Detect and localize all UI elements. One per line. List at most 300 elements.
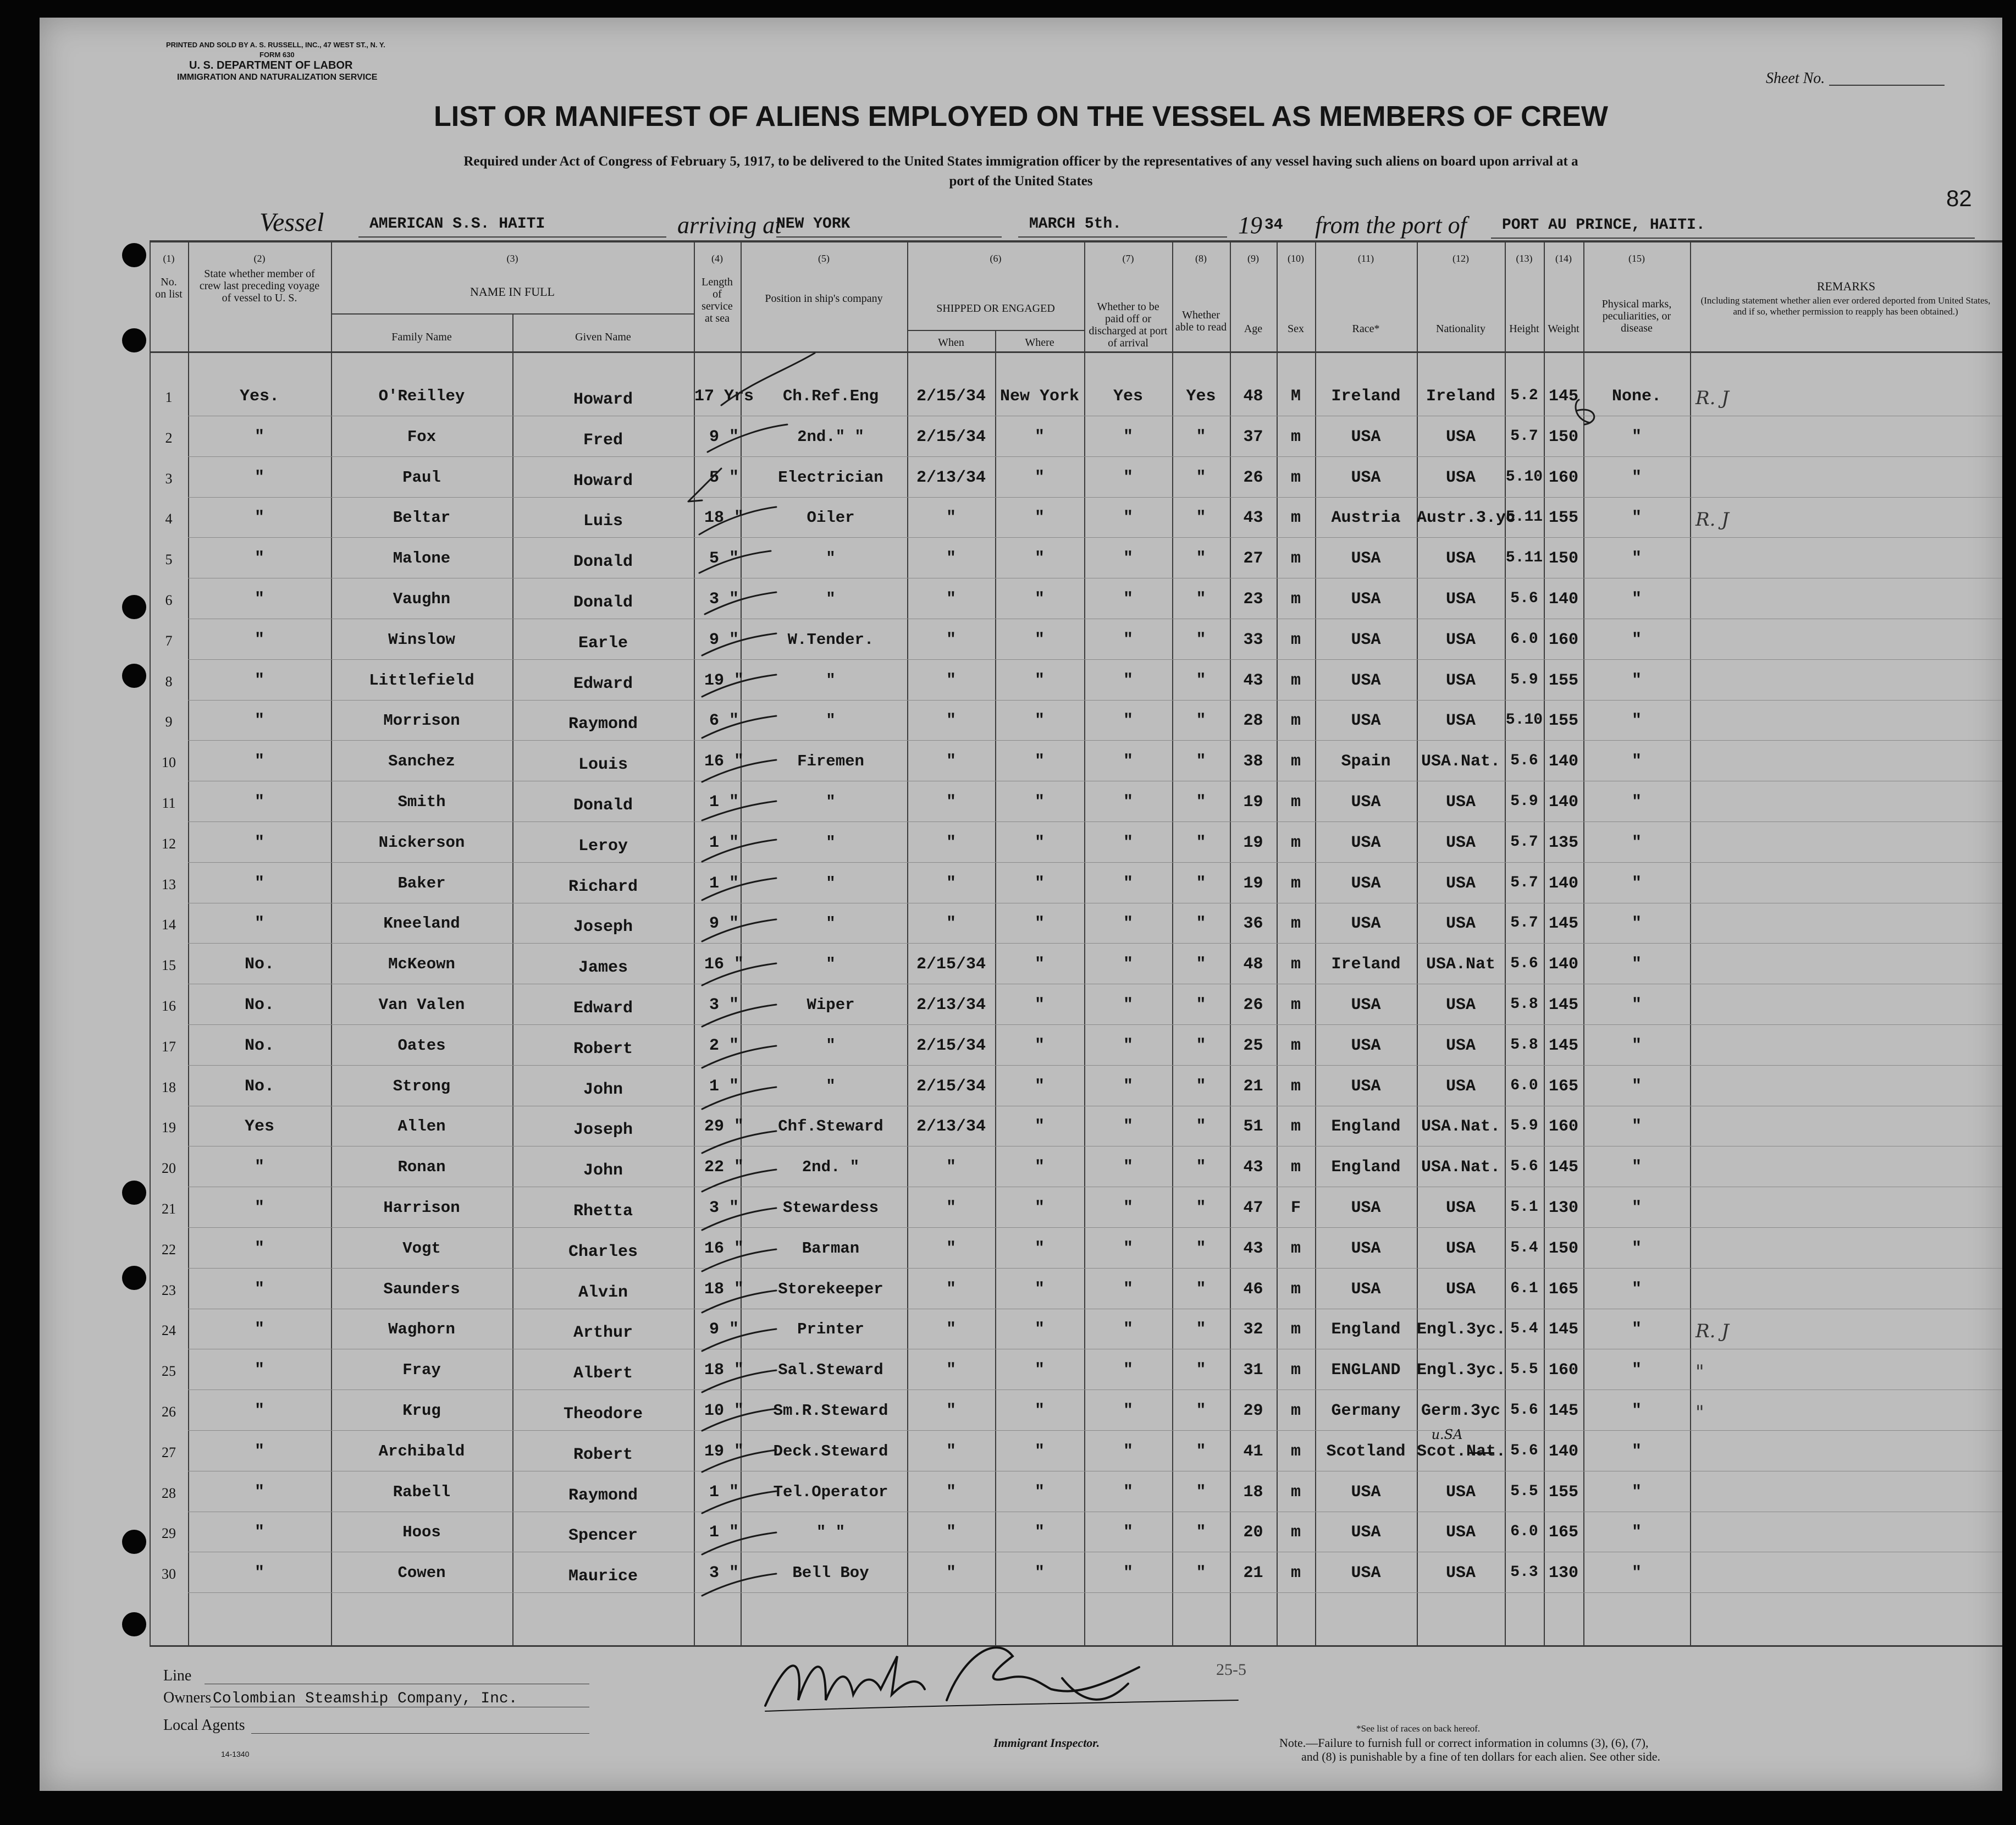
cell-weight: 140 <box>1548 590 1578 609</box>
cell-paid: " <box>1123 590 1133 609</box>
cell-when: 2/15/34 <box>916 1077 986 1096</box>
cell-weight: 145 <box>1548 1320 1578 1339</box>
cell-age: 43 <box>1243 1158 1263 1177</box>
cell-service: 3 " <box>709 996 739 1014</box>
cell-family: Vaughn <box>393 590 451 608</box>
cell-when: " <box>946 1199 956 1217</box>
cell-sex: m <box>1290 996 1301 1014</box>
cell-marks: " <box>1631 793 1642 812</box>
cell-prev: " <box>254 1361 264 1380</box>
cell-weight: 150 <box>1548 427 1578 446</box>
cell-race: Ireland <box>1331 955 1401 974</box>
cell-given: Joseph <box>573 918 633 937</box>
cell-paid: " <box>1123 509 1133 528</box>
cell-paid: " <box>1123 833 1133 852</box>
cell-nationality: USA <box>1445 427 1476 446</box>
cell-remark: R. J <box>1695 1320 1729 1343</box>
cell-paid: " <box>1123 1077 1133 1096</box>
col11-number: (11) <box>1357 253 1374 264</box>
cell-race: Germany <box>1331 1402 1401 1420</box>
cell-when: " <box>946 509 956 528</box>
cell-age: 43 <box>1243 1239 1263 1258</box>
cell-paid: " <box>1123 914 1133 934</box>
cell-where: " <box>1034 590 1045 609</box>
cell-given: Donald <box>573 593 633 612</box>
cell-race: USA <box>1351 590 1381 609</box>
cell-weight: 155 <box>1548 1482 1578 1502</box>
cell-family: Strong <box>393 1077 451 1095</box>
cell-when: " <box>946 549 956 569</box>
page-number: 82 <box>1946 185 1972 211</box>
cell-age: 38 <box>1243 752 1263 771</box>
cell-prev: " <box>254 1564 264 1583</box>
cell-when: " <box>946 1361 956 1380</box>
cell-sex: m <box>1290 1442 1301 1461</box>
cell-where: " <box>1034 833 1045 852</box>
cell-marks: " <box>1631 874 1642 893</box>
cell-where: " <box>1034 509 1045 528</box>
cell-age: 46 <box>1243 1280 1263 1299</box>
cell-paid: " <box>1123 1361 1133 1380</box>
departure-port: PORT AU PRINCE, HAITI. <box>1502 217 1705 234</box>
cell-family: McKeown <box>388 955 455 974</box>
cell-paid: Yes <box>1113 387 1143 406</box>
cell-weight: 155 <box>1548 671 1578 690</box>
col8-number: (8) <box>1195 253 1207 264</box>
cell-marks: " <box>1631 914 1642 934</box>
cell-paid: " <box>1123 1117 1133 1137</box>
cell-position: Stewardess <box>782 1199 879 1217</box>
cell-family: Krug <box>402 1402 441 1420</box>
cell-sex: m <box>1290 874 1301 893</box>
cell-sex: m <box>1290 1361 1301 1380</box>
cell-family: Rabell <box>393 1482 451 1501</box>
form-number: FORM 630 <box>259 51 295 59</box>
cell-weight: 145 <box>1548 387 1578 406</box>
cell-where: " <box>1034 793 1045 812</box>
cell-position: Deck.Steward <box>773 1442 888 1460</box>
col6-header: SHIPPED OR ENGAGED <box>936 302 1055 315</box>
cell-read: " <box>1196 833 1206 852</box>
col9-header: Age <box>1244 323 1263 335</box>
cell-height: 6.0 <box>1510 630 1538 648</box>
family-name-header: Family Name <box>391 331 452 343</box>
cell-sex: m <box>1290 793 1301 812</box>
cell-race: USA <box>1351 1036 1381 1055</box>
cell-read: " <box>1196 752 1206 771</box>
cell-given: James <box>578 958 628 978</box>
cell-where: " <box>1034 914 1045 934</box>
cell-position: 2nd. " <box>802 1158 860 1177</box>
cell-weight: 150 <box>1548 549 1578 569</box>
cell-height: 5.6 <box>1510 752 1538 770</box>
cell-when: 2/13/34 <box>916 1117 986 1137</box>
cell-prev: " <box>254 793 264 812</box>
cell-race: USA <box>1351 1077 1381 1096</box>
cell-paid: " <box>1123 549 1133 569</box>
cell-sex: m <box>1290 590 1301 609</box>
cell-position: Printer <box>797 1320 864 1339</box>
cell-weight: 145 <box>1548 1158 1578 1177</box>
cell-race: USA <box>1351 671 1381 690</box>
cell-position: Oiler <box>807 509 855 527</box>
cell-where: " <box>1034 1442 1045 1461</box>
cell-sex: m <box>1290 1564 1301 1583</box>
cell-given: Donald <box>573 553 633 572</box>
col5-header: Position in ship's company <box>765 293 883 305</box>
cell-race: USA <box>1351 427 1381 446</box>
cell-race: USA <box>1351 1482 1381 1502</box>
cell-sex: m <box>1290 1280 1301 1299</box>
cell-read: " <box>1196 671 1206 690</box>
cell-race: USA <box>1351 793 1381 812</box>
cell-marks: " <box>1631 1036 1642 1055</box>
cell-family: Saunders <box>383 1280 460 1298</box>
cell-sex: m <box>1290 671 1301 690</box>
cell-race: Spain <box>1341 752 1391 771</box>
cell-position: " <box>826 833 836 852</box>
cell-height: 5.1 <box>1510 1199 1538 1216</box>
cell-height: 5.9 <box>1510 1117 1538 1135</box>
cell-given: Edward <box>573 999 633 1018</box>
cell-position: 2nd." " <box>797 427 864 446</box>
cell-family: Sanchez <box>388 752 455 771</box>
cell-where: " <box>1034 1117 1045 1137</box>
owners-label: Owners <box>163 1689 212 1706</box>
cell-position: " <box>826 1036 836 1055</box>
cell-weight: 160 <box>1548 1117 1578 1137</box>
cell-height: 5.6 <box>1510 1158 1538 1176</box>
cell-remark: " <box>1695 1402 1704 1424</box>
cell-position: Firemen <box>797 752 864 771</box>
cell-sex: m <box>1290 955 1301 974</box>
when-header: When <box>938 337 964 349</box>
cell-paid: " <box>1123 996 1133 1014</box>
cell-marks: " <box>1631 509 1642 528</box>
cell-given: Howard <box>573 471 633 490</box>
col1-header: No. on list <box>155 276 183 300</box>
cell-service: 6 " <box>709 712 739 731</box>
cell-service: 3 " <box>709 1199 739 1217</box>
cell-read: " <box>1196 1280 1206 1299</box>
cell-sex: m <box>1290 1036 1301 1055</box>
where-header: Where <box>1025 337 1054 349</box>
cell-where: " <box>1034 1482 1045 1502</box>
cell-read: " <box>1196 914 1206 934</box>
cell-read: " <box>1196 1320 1206 1339</box>
cell-prev: " <box>254 590 264 609</box>
cell-where: " <box>1034 1158 1045 1177</box>
cell-read: " <box>1196 427 1206 446</box>
cell-given: John <box>583 1080 623 1099</box>
cell-when: 2/15/34 <box>916 427 986 446</box>
col2-header: State whether member of crew last preceding voyage of vessel to U. S. <box>199 268 320 304</box>
col2-number: (2) <box>253 253 266 264</box>
cell-position: W.Tender. <box>787 630 874 649</box>
col12-number: (12) <box>1452 253 1469 264</box>
cell-marks: None. <box>1611 387 1661 406</box>
cell-height: 5.8 <box>1510 1036 1538 1054</box>
cell-given: Donald <box>573 796 633 815</box>
cell-marks: " <box>1631 1117 1642 1137</box>
cell-position: Bell Boy <box>792 1564 869 1583</box>
cell-height: 5.8 <box>1510 996 1538 1013</box>
cell-marks: " <box>1631 1361 1642 1380</box>
col7-number: (7) <box>1122 253 1134 264</box>
cell-nationality: USA <box>1445 1077 1476 1096</box>
cell-prev: No. <box>244 996 274 1014</box>
cell-age: 29 <box>1243 1402 1263 1420</box>
cell-paid: " <box>1123 955 1133 974</box>
cell-family: Kneeland <box>383 914 460 933</box>
cell-weight: 140 <box>1548 752 1578 771</box>
cell-marks: " <box>1631 1158 1642 1177</box>
cell-paid: " <box>1123 874 1133 893</box>
cell-where: " <box>1034 549 1045 569</box>
cell-prev: " <box>254 1442 264 1461</box>
col3-number: (3) <box>506 253 518 264</box>
cell-family: Fox <box>407 427 437 446</box>
cell-age: 47 <box>1243 1199 1263 1217</box>
cell-age: 25 <box>1243 1036 1263 1055</box>
cell-service: 29 " <box>704 1117 744 1137</box>
row-number: 23 <box>162 1282 176 1298</box>
cell-when: " <box>946 1280 956 1299</box>
cell-family: Oates <box>397 1036 446 1055</box>
cell-height: 5.9 <box>1510 671 1538 688</box>
row-number: 2 <box>165 429 173 446</box>
cell-marks: " <box>1631 427 1642 446</box>
cell-where: " <box>1034 1077 1045 1096</box>
cell-position: " " <box>816 1523 846 1542</box>
row-number: 28 <box>162 1485 176 1501</box>
cell-service: 1 " <box>709 833 739 852</box>
cell-marks: " <box>1631 1523 1642 1542</box>
cell-weight: 165 <box>1548 1077 1578 1096</box>
cell-given: Alvin <box>578 1283 628 1302</box>
cell-nationality: USA <box>1445 712 1476 731</box>
cell-read: " <box>1196 874 1206 893</box>
cell-paid: " <box>1123 671 1133 690</box>
cell-weight: 140 <box>1548 1442 1578 1461</box>
from-port-label: from the port of <box>1315 212 1467 239</box>
cell-weight: 160 <box>1548 468 1578 487</box>
cell-race: ENGLAND <box>1331 1361 1401 1380</box>
cell-marks: " <box>1631 590 1642 609</box>
cell-family: Morrison <box>383 712 460 730</box>
cell-when: 2/13/34 <box>916 996 986 1014</box>
cell-weight: 165 <box>1548 1280 1578 1299</box>
cell-age: 21 <box>1243 1077 1263 1096</box>
cell-race: USA <box>1351 1523 1381 1542</box>
cell-weight: 140 <box>1548 874 1578 893</box>
col13-header: Height <box>1509 323 1539 335</box>
col11-header: Race* <box>1352 323 1380 335</box>
cell-family: Vogt <box>402 1239 441 1258</box>
cell-nationality: USA <box>1445 590 1476 609</box>
cell-height: 5.6 <box>1510 955 1538 973</box>
cell-service: 5 " <box>709 549 739 569</box>
cell-read: " <box>1196 1199 1206 1217</box>
cell-sex: F <box>1290 1199 1301 1217</box>
remarks-header: REMARKS <box>1816 279 1876 293</box>
cell-paid: " <box>1123 1320 1133 1339</box>
col7-header: Whether to be paid off or discharged at port of arrival <box>1089 301 1168 349</box>
col4-header: Length of service at sea <box>702 276 733 324</box>
cell-when: " <box>946 1482 956 1502</box>
cell-age: 37 <box>1243 427 1263 446</box>
cell-age: 43 <box>1243 509 1263 528</box>
department-name: U. S. DEPARTMENT OF LABOR <box>189 59 353 71</box>
cell-prev: " <box>254 427 264 446</box>
cell-service: 9 " <box>709 914 739 934</box>
cell-nationality: USA.Nat. <box>1421 752 1501 771</box>
cell-race: USA <box>1351 712 1381 731</box>
cell-paid: " <box>1123 630 1133 649</box>
cell-read: " <box>1196 1077 1206 1096</box>
cell-read: " <box>1196 712 1206 731</box>
cell-race: England <box>1331 1320 1401 1339</box>
cell-height: 5.7 <box>1510 833 1538 851</box>
cell-position: Barman <box>802 1239 860 1258</box>
cell-sex: m <box>1290 914 1301 934</box>
cell-weight: 130 <box>1548 1564 1578 1583</box>
cell-read: Yes <box>1186 387 1216 406</box>
cell-position: Sal.Steward <box>778 1361 883 1380</box>
cell-read: " <box>1196 1482 1206 1502</box>
cell-read: " <box>1196 1402 1206 1420</box>
cell-race: USA <box>1351 630 1381 649</box>
cell-when: " <box>946 1523 956 1542</box>
col12-header: Nationality <box>1436 323 1485 335</box>
cell-prev: " <box>254 630 264 649</box>
cell-given: Joseph <box>573 1121 633 1140</box>
cell-read: " <box>1196 590 1206 609</box>
cell-where: " <box>1034 1564 1045 1583</box>
cell-sex: m <box>1290 1239 1301 1258</box>
cell-position: " <box>826 712 836 730</box>
cell-where: " <box>1034 1361 1045 1380</box>
row-number: 26 <box>162 1404 176 1420</box>
cell-prev: " <box>254 914 264 934</box>
cell-marks: " <box>1631 833 1642 852</box>
cell-prev: " <box>254 1482 264 1502</box>
cell-weight: 145 <box>1548 996 1578 1014</box>
cell-given: Leroy <box>578 836 628 856</box>
cell-service: 3 " <box>709 1564 739 1583</box>
cell-paid: " <box>1123 1036 1133 1055</box>
cell-race: USA <box>1351 468 1381 487</box>
cell-service: 9 " <box>709 427 739 446</box>
cell-height: 5.6 <box>1510 590 1538 607</box>
cell-marks: " <box>1631 955 1642 974</box>
arriving-port: NEW YORK <box>776 216 850 233</box>
cell-read: " <box>1196 468 1206 487</box>
cell-nationality: USA <box>1445 549 1476 569</box>
cell-marks: " <box>1631 1239 1642 1258</box>
cell-age: 43 <box>1243 671 1263 690</box>
cell-race: Austria <box>1331 509 1401 528</box>
cell-remark: R. J <box>1695 509 1729 531</box>
cell-service: 1 " <box>709 1482 739 1502</box>
cell-weight: 145 <box>1548 914 1578 934</box>
cell-position: Tel.Operator <box>773 1482 888 1501</box>
cell-service: 5 " <box>709 468 739 487</box>
cell-prev: " <box>254 833 264 852</box>
col8-header: Whether able to read <box>1175 309 1227 333</box>
row-number: 13 <box>162 876 176 892</box>
cell-service: 18 " <box>704 1280 744 1299</box>
row-number: 22 <box>162 1241 176 1258</box>
cell-read: " <box>1196 1158 1206 1177</box>
col10-number: (10) <box>1288 253 1304 264</box>
cell-sex: m <box>1290 1117 1301 1137</box>
cell-given: Howard <box>573 390 633 409</box>
cell-given: Raymond <box>568 1486 638 1505</box>
cell-race: USA <box>1351 874 1381 893</box>
cell-family: Archibald <box>378 1442 465 1460</box>
cell-height: 5.2 <box>1510 387 1538 404</box>
cell-read: " <box>1196 1239 1206 1258</box>
cell-position: " <box>826 793 836 811</box>
cell-race: USA <box>1351 1280 1381 1299</box>
cell-sex: m <box>1290 752 1301 771</box>
cell-paid: " <box>1123 1564 1133 1583</box>
line-label: Line <box>163 1667 192 1684</box>
cell-nationality: USA <box>1445 671 1476 690</box>
cell-where: " <box>1034 955 1045 974</box>
cell-age: 28 <box>1243 712 1263 731</box>
cell-nationality: USA <box>1445 1239 1476 1258</box>
cell-sex: m <box>1290 1482 1301 1502</box>
cell-when: " <box>946 793 956 812</box>
cell-sex: m <box>1290 1158 1301 1177</box>
cell-race: USA <box>1351 1199 1381 1217</box>
cell-paid: " <box>1123 1280 1133 1299</box>
cell-position: Ch.Ref.Eng <box>782 387 879 405</box>
cell-read: " <box>1196 955 1206 974</box>
cell-family: Nickerson <box>378 833 465 852</box>
row-number: 17 <box>162 1038 176 1055</box>
cell-position: Sm.R.Steward <box>773 1402 888 1420</box>
sheet-number-label: Sheet No. <box>1766 70 1825 87</box>
cell-nationality: USA <box>1445 1199 1476 1217</box>
cell-where: " <box>1034 1280 1045 1299</box>
cell-service: 1 " <box>709 1523 739 1542</box>
cell-nationality: USA <box>1445 1482 1476 1502</box>
cell-family: Cowen <box>397 1564 446 1583</box>
cell-height: 5.7 <box>1510 427 1538 445</box>
cell-race: USA <box>1351 1239 1381 1258</box>
cell-where: " <box>1034 712 1045 731</box>
cell-sex: m <box>1290 509 1301 528</box>
cell-age: 36 <box>1243 914 1263 934</box>
cell-nationality: Austr.3.yc <box>1417 509 1516 528</box>
cell-height: 5.4 <box>1510 1239 1538 1256</box>
cell-weight: 165 <box>1548 1523 1578 1542</box>
cell-age: 18 <box>1243 1482 1263 1502</box>
cell-weight: 155 <box>1548 712 1578 731</box>
stamp-note: 25-5 <box>1216 1661 1246 1679</box>
cell-family: Malone <box>393 549 451 568</box>
cell-given: Edward <box>573 674 633 693</box>
cell-service: 9 " <box>709 1320 739 1339</box>
cell-paid: " <box>1123 1402 1133 1420</box>
cell-where: " <box>1034 1523 1045 1542</box>
cell-where: " <box>1034 1402 1045 1420</box>
cell-nationality: Engl.3yc. <box>1417 1361 1506 1380</box>
cell-race: USA <box>1351 996 1381 1014</box>
